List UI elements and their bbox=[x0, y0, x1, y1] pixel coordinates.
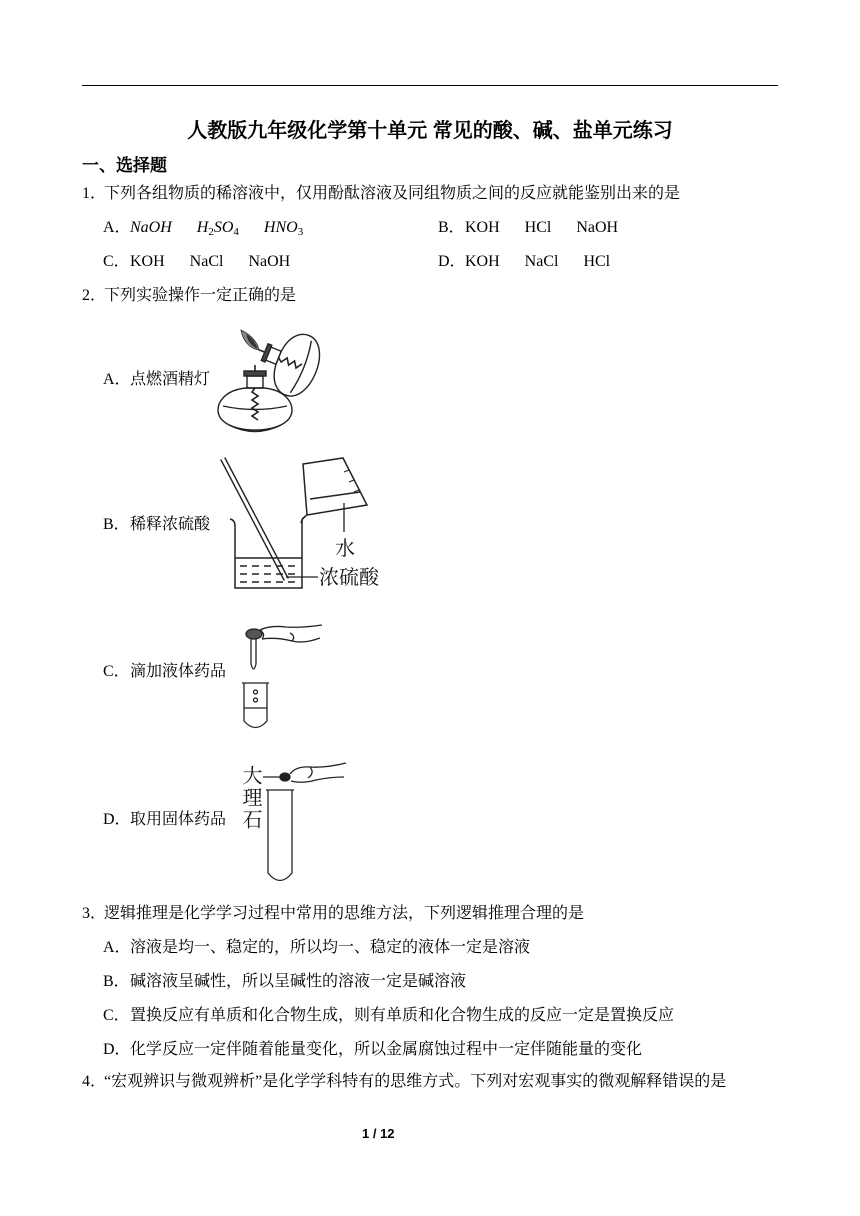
option-text: 取用固体药品 bbox=[130, 811, 227, 828]
option-item: HCl bbox=[524, 219, 552, 236]
dropper-figure bbox=[236, 622, 326, 734]
dropper-drawing bbox=[242, 625, 322, 728]
option-item: KOH bbox=[465, 219, 500, 236]
question-number: 3． bbox=[82, 905, 107, 922]
question-2-option-b bbox=[103, 508, 210, 542]
lamp-neck bbox=[247, 376, 263, 388]
wick-holder bbox=[244, 371, 266, 376]
question-3-option-b bbox=[103, 965, 466, 999]
option-label: D． bbox=[103, 811, 131, 828]
option-label: A． bbox=[103, 939, 131, 956]
option-label: D． bbox=[438, 253, 466, 270]
formula-subscript: 3 bbox=[297, 226, 304, 238]
liquid-line bbox=[290, 341, 314, 394]
flame bbox=[241, 330, 259, 350]
wick-holder bbox=[261, 344, 271, 362]
option-item: NaCl bbox=[189, 253, 224, 270]
option-item: HCl bbox=[583, 253, 611, 270]
option-label: B． bbox=[103, 973, 130, 990]
formula-subscript: 4 bbox=[233, 226, 239, 238]
option-label: C． bbox=[103, 253, 130, 270]
formula-text: H bbox=[196, 219, 209, 236]
question-2-option-c bbox=[103, 655, 226, 689]
option-label: B． bbox=[103, 516, 130, 533]
option-text: 滴加液体药品 bbox=[130, 663, 227, 680]
droplet bbox=[254, 690, 258, 694]
marble-label: 大理石 bbox=[239, 765, 263, 831]
water-label: 水 bbox=[335, 536, 355, 560]
dropper-tube bbox=[251, 639, 256, 669]
formula-naoh bbox=[130, 219, 172, 236]
option-label: A． bbox=[103, 219, 131, 236]
question-2-option-a bbox=[103, 363, 210, 397]
lower-alcohol-lamp bbox=[218, 365, 292, 432]
formula-text: SO bbox=[213, 219, 234, 236]
dropper-bulb bbox=[246, 629, 262, 639]
pouring-beaker-outline bbox=[303, 458, 367, 515]
option-text: 置换反应有单质和化合物生成，则有单质和化合物生成的反应一定是置换反应 bbox=[130, 1007, 675, 1024]
page-number: 1 / 12 bbox=[362, 1126, 395, 1141]
tilted-alcohol-lamp bbox=[246, 320, 327, 403]
question-1-option-d bbox=[438, 245, 610, 279]
header-rule bbox=[82, 85, 778, 86]
question-stem: 下列各组物质的稀溶液中，仅用酚酞溶液及同组物质之间的反应就能鉴别出来的是 bbox=[104, 185, 681, 202]
marble-drawing bbox=[263, 763, 346, 881]
option-text: 化学反应一定伴随着能量变化，所以金属腐蚀过程中一定伴随能量的变化 bbox=[130, 1041, 643, 1058]
question-2 bbox=[82, 279, 296, 313]
liquid-hatching bbox=[240, 566, 298, 582]
option-text: 稀释浓硫酸 bbox=[130, 516, 211, 533]
question-4 bbox=[82, 1065, 726, 1099]
option-text: 点燃酒精灯 bbox=[130, 371, 211, 388]
hand bbox=[290, 763, 346, 782]
droplet bbox=[254, 698, 258, 702]
formula-hno3 bbox=[264, 219, 303, 236]
option-item: NaOH bbox=[248, 253, 291, 270]
question-number: 1． bbox=[82, 185, 107, 202]
option-label: A． bbox=[103, 371, 131, 388]
option-text: 溶液是均一、稳定的，所以均一、稳定的液体一定是溶液 bbox=[130, 939, 531, 956]
question-stem: “宏观辨识与微观辨析”是化学学科特有的思维方式。下列对宏观事实的微观解释错误的是 bbox=[104, 1073, 727, 1090]
formula-h2so4 bbox=[197, 219, 239, 236]
question-number: 2． bbox=[82, 287, 107, 304]
question-stem: 下列实验操作一定正确的是 bbox=[104, 287, 297, 304]
question-3 bbox=[82, 897, 584, 931]
section-heading: 一、选择题 bbox=[82, 156, 167, 175]
dilute-sulfuric-acid-figure bbox=[218, 455, 388, 593]
option-item: KOH bbox=[465, 253, 500, 270]
question-1-option-c bbox=[103, 245, 290, 279]
question-2-option-d bbox=[103, 803, 226, 837]
question-number: 4． bbox=[82, 1073, 107, 1090]
question-3-option-d bbox=[103, 1033, 642, 1067]
option-label: B． bbox=[438, 219, 465, 236]
test-tube bbox=[266, 790, 294, 881]
formula-text: NaOH bbox=[130, 219, 172, 236]
acid-label: 浓硫酸 bbox=[319, 565, 379, 589]
alcohol-lamp-figure bbox=[213, 322, 331, 440]
question-1 bbox=[82, 177, 680, 211]
pouring-beaker bbox=[301, 458, 367, 523]
pour-stream bbox=[301, 515, 307, 523]
document-title: 人教版九年级化学第十单元 常见的酸、碱、盐单元练习 bbox=[187, 120, 673, 142]
option-label: C． bbox=[103, 663, 130, 680]
option-item: KOH bbox=[130, 253, 165, 270]
question-1-option-a bbox=[103, 211, 303, 245]
question-3-option-c bbox=[103, 999, 674, 1033]
marble-piece bbox=[280, 773, 290, 781]
question-stem: 逻辑推理是化学学习过程中常用的思维方法，下列逻辑推理合理的是 bbox=[104, 905, 585, 922]
question-1-option-b bbox=[438, 211, 618, 245]
option-item: NaCl bbox=[524, 253, 559, 270]
option-item: NaOH bbox=[576, 219, 619, 236]
option-label: D． bbox=[103, 1041, 131, 1058]
formula-text: HNO bbox=[263, 219, 298, 236]
option-label: C． bbox=[103, 1007, 130, 1024]
question-3-option-a bbox=[103, 931, 530, 965]
option-text: 碱溶液呈碱性，所以呈碱性的溶液一定是碱溶液 bbox=[130, 973, 467, 990]
hand bbox=[260, 625, 322, 642]
glass-rod-edge bbox=[221, 460, 284, 580]
formula-subscript: 2 bbox=[208, 226, 214, 238]
pouring-beaker-liquid bbox=[310, 492, 360, 499]
